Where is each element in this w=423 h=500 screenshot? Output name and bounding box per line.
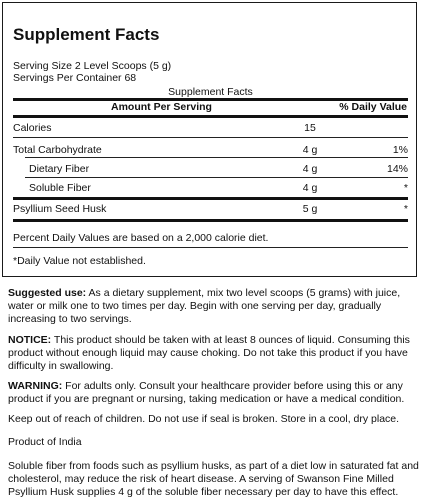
health-claim-text: Soluble fiber from foods such as psyllium husks, as part of a diet low in saturated fat and	[8, 460, 419, 472]
notice-label: NOTICE:	[8, 334, 52, 346]
row-amount: 4 g	[302, 182, 318, 194]
country-of-origin: Product of India	[8, 436, 82, 448]
suggested-use-text: As a dietary supplement, mix two level scoops (5 grams) with juice,	[86, 287, 401, 299]
row-divider	[25, 157, 408, 158]
notice-text: product without enough liquid may cause choking. Do not take this product if you have	[8, 347, 408, 359]
warning-text: For adults only. Consult your healthcare provider before using this or any	[62, 380, 403, 392]
suggested-use-text: water or milk one to two times per day. Begin with one serving per day, gradually	[8, 300, 382, 312]
notice-text: difficulty in swallowing.	[8, 360, 114, 372]
notice-text: This product should be taken with at least 8 ounces of liquid. Consuming this	[51, 334, 410, 346]
suggested-use-text: increasing to two servings.	[8, 313, 132, 325]
table-row	[13, 144, 408, 162]
health-claim-text: Psyllium Husk supplies 4 g of the soluble fiber necessary per day to have this effect.	[8, 486, 399, 498]
row-daily-value: *	[403, 203, 408, 215]
row-label: Soluble Fiber	[29, 182, 91, 194]
suggested-use	[8, 287, 420, 326]
table-row	[13, 163, 408, 181]
notice	[8, 334, 420, 373]
row-divider	[13, 137, 408, 138]
row-amount: 15	[304, 122, 316, 134]
row-label: Calories	[13, 122, 52, 134]
servings-per-container: Servings Per Container 68	[13, 72, 137, 84]
row-amount: 4 g	[302, 163, 318, 175]
row-daily-value: *	[403, 182, 408, 194]
section-rule	[13, 219, 408, 222]
facts-title: Supplement Facts	[13, 25, 160, 44]
header-daily-value: % Daily Value	[339, 101, 407, 113]
header-amount: Amount Per Serving	[111, 101, 212, 113]
row-label: Dietary Fiber	[29, 163, 90, 175]
row-daily-value: 1%	[392, 144, 408, 156]
warning-label: WARNING:	[8, 380, 63, 392]
row-label: Psyllium Seed Husk	[13, 203, 107, 215]
warning-text: product if you are pregnant or nursing, taking medication or have a medical condition.	[8, 393, 405, 405]
supplement-facts-panel	[2, 2, 417, 277]
table-caption: Supplement Facts	[168, 86, 253, 98]
row-amount: 5 g	[302, 203, 318, 215]
health-claim-text: cholesterol, may reduce the risk of heart disease. A serving of Swanson Fine Milled	[8, 473, 394, 485]
suggested-use-label: Suggested use:	[8, 287, 87, 299]
warning	[8, 380, 420, 406]
note-divider	[13, 247, 408, 248]
row-daily-value: 14%	[386, 163, 408, 175]
daily-value-footnote: *Daily Value not established.	[13, 255, 146, 267]
row-label: Total Carbohydrate	[13, 144, 102, 156]
header-bottom-rule	[13, 115, 408, 118]
row-divider	[25, 177, 408, 178]
serving-size: Serving Size 2 Level Scoops (5 g)	[13, 60, 172, 72]
row-amount: 4 g	[302, 144, 318, 156]
health-claim	[8, 460, 420, 499]
section-rule	[13, 197, 408, 200]
storage-instructions: Keep out of reach of children. Do not use if seal is broken. Store in a cool, dry place.	[8, 413, 400, 425]
percent-dv-note: Percent Daily Values are based on a 2,000 calorie diet.	[13, 232, 269, 244]
